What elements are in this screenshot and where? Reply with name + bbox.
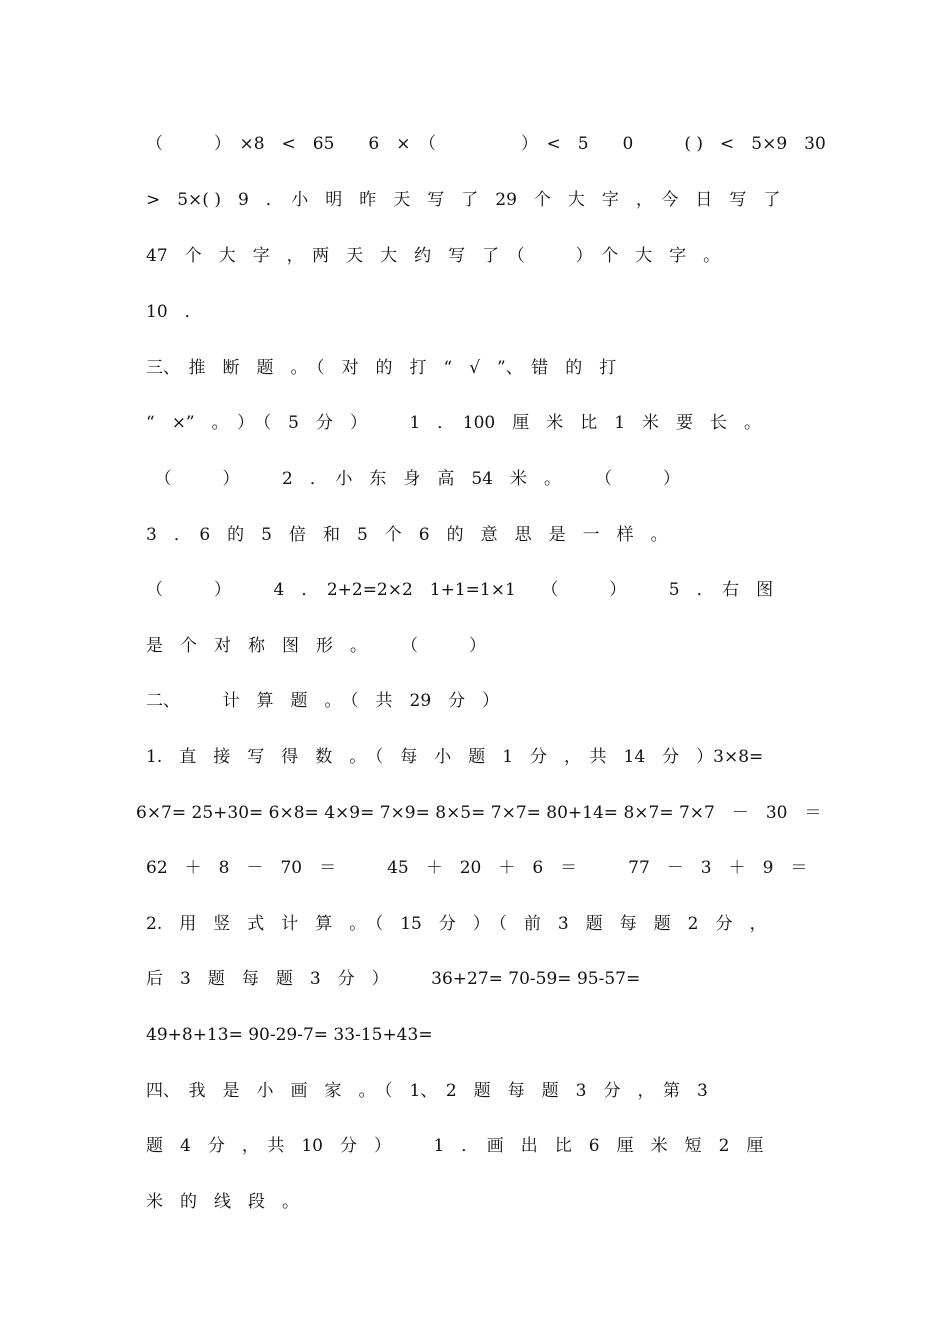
text-line-2: > 5×( ) 9 ． 小 明 昨 天 写 了 29 个 大 字 ， 今 日 写 了 [146, 190, 781, 210]
text-line-12: 1. 直 接 写 得 数 。 （ 每 小 题 1 分 ， 共 14 分 ）3×8= [146, 747, 764, 767]
section-heading-drawing: 四、 我 是 小 画 家 。 （ 1、 2 题 每 题 3 分 ， 第 3 [146, 1081, 708, 1101]
text-line-20: 米 的 线 段 。 [146, 1192, 299, 1212]
text-line-10: 是 个 对 称 图 形 。 （ ） [146, 636, 486, 656]
text-line-3: 47 个 大 字 ， 两 天 大 约 写 了 （ ） 个 大 字 。 [146, 246, 721, 266]
text-line-15: 2. 用 竖 式 计 算 。 （ 15 分 ） （ 前 3 题 每 题 2 分 ， [146, 914, 767, 934]
text-line-8: 3 ． 6 的 5 倍 和 5 个 6 的 意 思 是 一 样 。 [146, 525, 668, 545]
text-line-17: 49+8+13= 90-29-7= 33-15+43= [146, 1025, 433, 1045]
section-heading-calculation: 二、 计 算 题 。 （ 共 29 分 ） [146, 691, 500, 711]
text-line-7: （ ） 2 ． 小 东 身 高 54 米 。 （ ） [146, 469, 680, 489]
text-line-1: （ ） ×8 < 65 6 × （ ） < 5 0 ( ) < 5×9 30 [146, 134, 826, 154]
text-line-16: 后 3 题 每 题 3 分 ） 36+27= 70-59= 95-57= [146, 969, 641, 989]
text-line-9: （ ） 4 ． 2+2=2×2 1+1=1×1 （ ） 5 ． 右 图 [146, 580, 774, 600]
text-line-5: 三、 推 断 题 。 （ 对 的 打 “ √ ”、 错 的 打 [146, 358, 617, 378]
text-line-4: 10 ． [146, 302, 202, 322]
text-line-6: “ ×” 。 ） （ 5 分 ） 1 ． 100 厘 米 比 1 米 要 长 。 [146, 413, 762, 433]
text-line-14: 62 ＋ 8 － 70 ＝ 45 ＋ 20 ＋ 6 ＝ 77 － 3 ＋ 9 ＝ [146, 858, 808, 878]
text-line-13: 6×7= 25+30= 6×8= 4×9= 7×9= 8×5= 7×7= 80+14= 8×7= 7×7 － 30 ＝ [136, 803, 822, 823]
text-line-19: 题 4 分 ， 共 10 分 ） 1 ． 画 出 比 6 厘 米 短 2 厘 [146, 1136, 764, 1156]
